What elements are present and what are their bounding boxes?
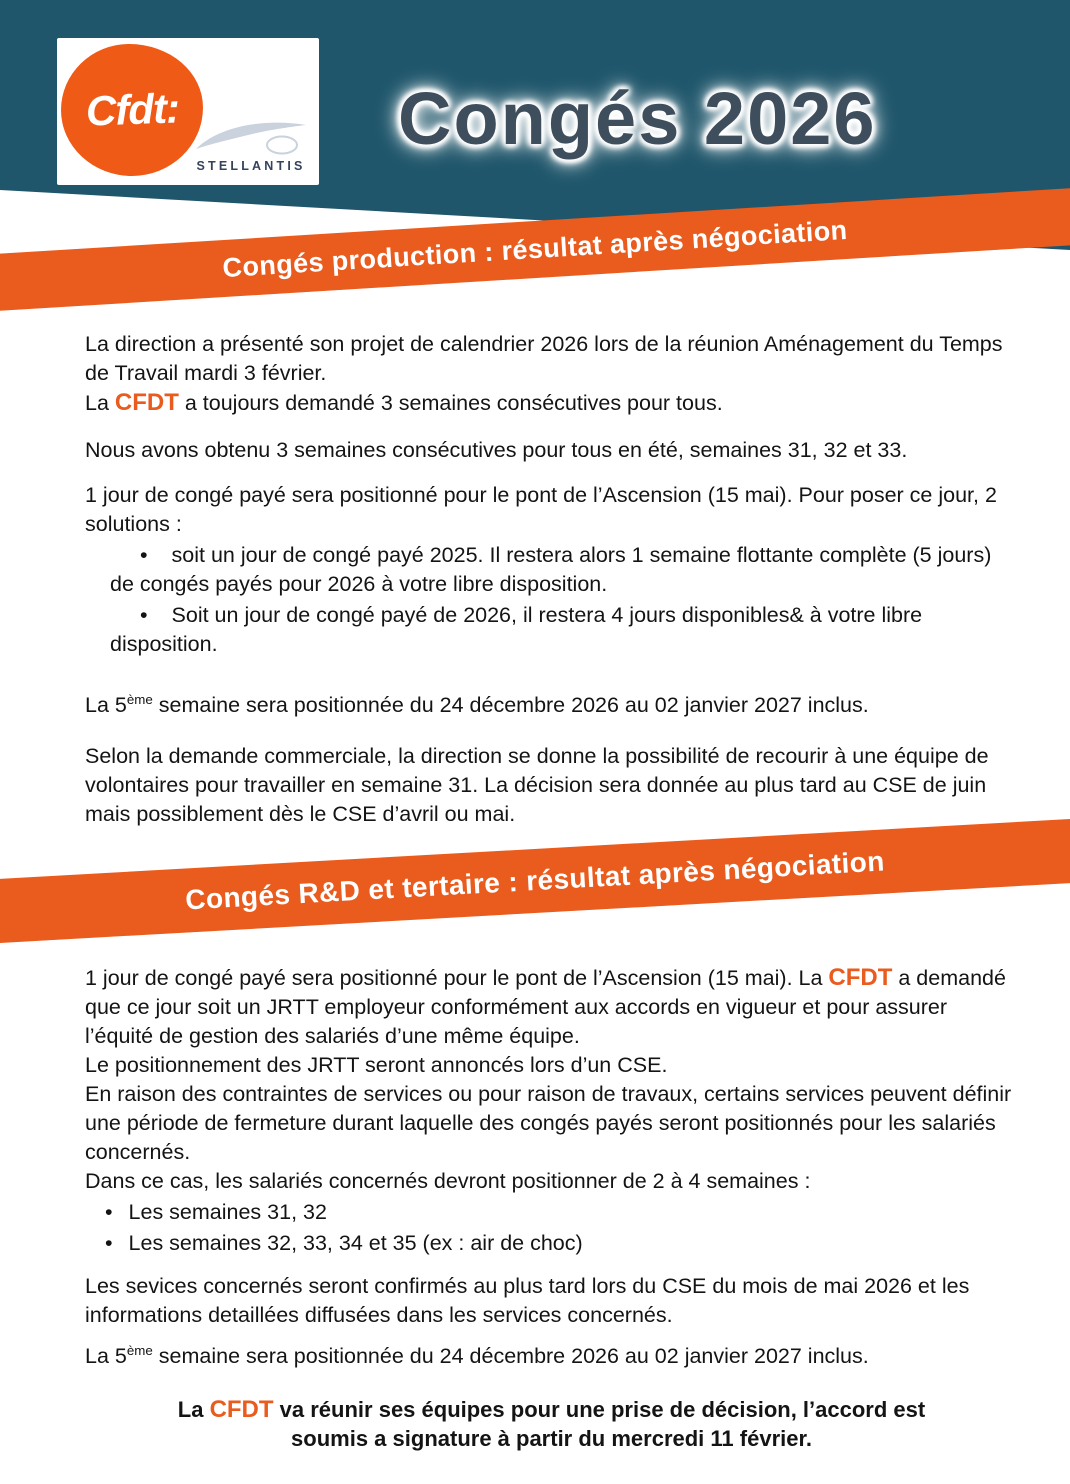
bullet-item-conge-2026 xyxy=(110,601,1018,659)
paragraph-ascension: 1 jour de congé payé sera positionné pour le pont de l’Ascension (15 mai). Pour poser ce jour, 2 solutions : xyxy=(85,483,997,536)
text-segment: La xyxy=(85,391,115,415)
bullet-text: soit un jour de congé payé 2025. Il restera alors 1 semaine flottante complète (5 jours) de congés payés pour 2026 à votre libre disposition. xyxy=(110,543,992,596)
paragraph-5eme-semaine xyxy=(85,691,1018,720)
paragraph-demande-commerciale: Selon la demande commerciale, la direction se donne la possibilité de recourir à une équipe de volontaires pour travailler en semaine 31. La décision sera donnée au plus tard au CSE de juin mais possiblement dès le CSE d’avril ou mai. xyxy=(85,744,989,826)
text-segment: La xyxy=(177,1397,210,1422)
bullet-item-semaines-31-32 xyxy=(97,1198,1018,1227)
text-segment: semaine sera positionnée du 24 décembre 2026 au 02 janvier 2027 inclus. xyxy=(152,693,869,717)
stellantis-logo xyxy=(187,117,315,173)
paragraph-services-confirmes: Les sevices concernés seront confirmés au plus tard lors du CSE du mois de mai 2026 et les informations detaillées diffusées dans les services concernés. xyxy=(85,1274,970,1327)
paragraph-contraintes-services: En raison des contraintes de services ou pour raison de travaux, certains services peuvent définir une période de fermeture durant laquelle des congés payés seront positionnés pour les salariés concernés. xyxy=(85,1082,1012,1164)
paragraph-positionnement-jrtt: Le positionnement des JRTT seront annoncés lors d’un CSE. xyxy=(85,1053,668,1077)
bullet-marker: • xyxy=(105,1231,113,1255)
text-segment: semaine sera positionnée du 24 décembre 2026 au 02 janvier 2027 inclus. xyxy=(152,1344,869,1368)
bullet-text: Les semaines 32, 33, 34 et 35 (ex : air de choc) xyxy=(128,1231,583,1255)
bullet-text: Soit un jour de congé payé de 2026, il restera 4 jours disponibles& à votre libre disposition. xyxy=(110,603,923,656)
text-segment: va réunir ses équipes pour une prise de décision, l’accord est soumis a signature à partir du mercredi 11 février. xyxy=(273,1397,926,1451)
section-production xyxy=(0,330,1070,829)
bullet-marker: • xyxy=(140,603,148,627)
text-segment: a demandé que ce jour soit un JRTT employeur conformément aux accords en vigueur et pour assurer l’équité de gestion des salariés d’une même équipe. xyxy=(85,966,1006,1048)
banner-rd-tertiaire-label: Congés R&D et tertaire : résultat après négociation xyxy=(184,845,886,916)
cfdt-logo xyxy=(61,44,203,176)
paragraph-obtenu: Nous avons obtenu 3 semaines consécutives pour tous en été, semaines 31, 32 et 33. xyxy=(85,438,908,462)
paragraph-dans-ce-cas: Dans ce cas, les salariés concernés devront positionner de 2 à 4 semaines : xyxy=(85,1169,811,1193)
text-segment: 1 jour de congé payé sera positionné pour le pont de l’Ascension (15 mai). La xyxy=(85,966,829,990)
banner-production-label: Congés production : résultat après négociation xyxy=(221,214,849,284)
stellantis-wordmark: STELLANTIS xyxy=(196,159,306,173)
paragraph-direction-projet: La direction a présenté son projet de calendrier 2026 lors de la réunion Aménagement du Temps de Travail mardi 3 février. xyxy=(85,332,1003,385)
footer-conclusion xyxy=(85,1395,1018,1453)
text-segment: La 5 xyxy=(85,1344,127,1368)
bullet-item-semaines-32-35 xyxy=(97,1229,1018,1258)
logo-box xyxy=(57,38,319,185)
superscript-eme: ème xyxy=(126,691,153,707)
bullet-marker: • xyxy=(105,1200,113,1224)
text-segment: a toujours demandé 3 semaines consécutives pour tous. xyxy=(178,391,723,415)
stellantis-wings-icon xyxy=(194,117,309,157)
cfdt-highlight: CFDT xyxy=(114,389,179,416)
page-title: Congés 2026 xyxy=(398,77,877,160)
paragraph-cfdt-demande xyxy=(85,388,1018,418)
bullet-item-conge-2025 xyxy=(110,541,1018,599)
cfdt-highlight: CFDT xyxy=(209,1396,274,1423)
paragraph-ascension-jrtt xyxy=(85,963,1018,1051)
text-segment: La 5 xyxy=(85,693,127,717)
superscript-eme: ème xyxy=(126,1342,153,1358)
section-rd-tertiaire xyxy=(0,963,1070,1453)
bullet-marker: • xyxy=(140,543,148,567)
paragraph-5eme-semaine xyxy=(85,1342,1018,1371)
cfdt-logo-text: Cfdt: xyxy=(84,84,180,135)
cfdt-highlight: CFDT xyxy=(828,964,893,991)
bullet-text: Les semaines 31, 32 xyxy=(128,1200,327,1224)
banner-rd-tertiaire xyxy=(0,818,1070,945)
